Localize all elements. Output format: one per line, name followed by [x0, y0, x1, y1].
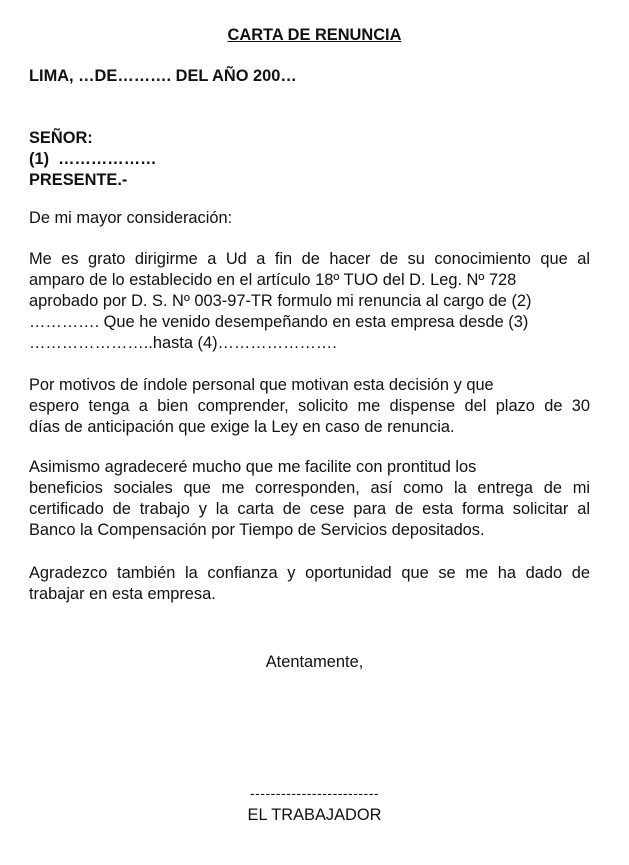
- paragraph-line: trabajar en esta empresa.: [29, 585, 216, 603]
- closing: Atentamente,: [265, 653, 364, 671]
- paragraph-line: amparo de lo establecido en el artículo 18º TUO del D. Leg. Nº 728: [29, 271, 517, 289]
- paragraph-line: …………. Que he venido desempeñando en esta empresa desde (3): [29, 313, 529, 331]
- paragraph-line: beneficios sociales que me corresponden, así como la entrega de mi: [29, 479, 590, 497]
- signature-label: EL TRABAJADOR: [247, 806, 382, 824]
- paragraph-line: Banco la Compensación por Tiempo de Servicios depositados.: [29, 521, 485, 539]
- paragraph-line: Agradezco también la confianza y oportunidad que se me ha dado de: [29, 564, 590, 582]
- recipient-salutation: SEÑOR:: [29, 129, 93, 147]
- recipient-name-line: (1) ………………: [29, 150, 157, 168]
- greeting: De mi mayor consideración:: [29, 209, 233, 227]
- paragraph-line: aprobado por D. S. Nº 003-97-TR formulo mi renuncia al cargo de (2): [29, 292, 532, 310]
- date-line: LIMA, …DE………. DEL AÑO 200…: [29, 67, 297, 85]
- paragraph-line: días de anticipación que exige la Ley en caso de renuncia.: [29, 418, 455, 436]
- paragraph-line: Por motivos de índole personal que motivan esta decisión y que: [29, 376, 494, 394]
- paragraph-line: certificado de trabajo y la carta de cese para de esta forma solicitar al: [29, 500, 590, 518]
- paragraph-line: Asimismo agradeceré mucho que me facilite con prontitud los: [29, 458, 477, 476]
- letter-title: CARTA DE RENUNCIA: [227, 26, 402, 44]
- signature-line: -------------------------: [249, 785, 380, 801]
- paragraph-line: espero tenga a bien comprender, solicito me dispense del plazo de 30: [29, 397, 590, 415]
- recipient-presente: PRESENTE.-: [29, 171, 128, 189]
- paragraph-line: …………………..hasta (4)………………….: [29, 334, 337, 352]
- paragraph-line: Me es grato dirigirme a Ud a fin de hacer de su conocimiento que al: [29, 250, 590, 268]
